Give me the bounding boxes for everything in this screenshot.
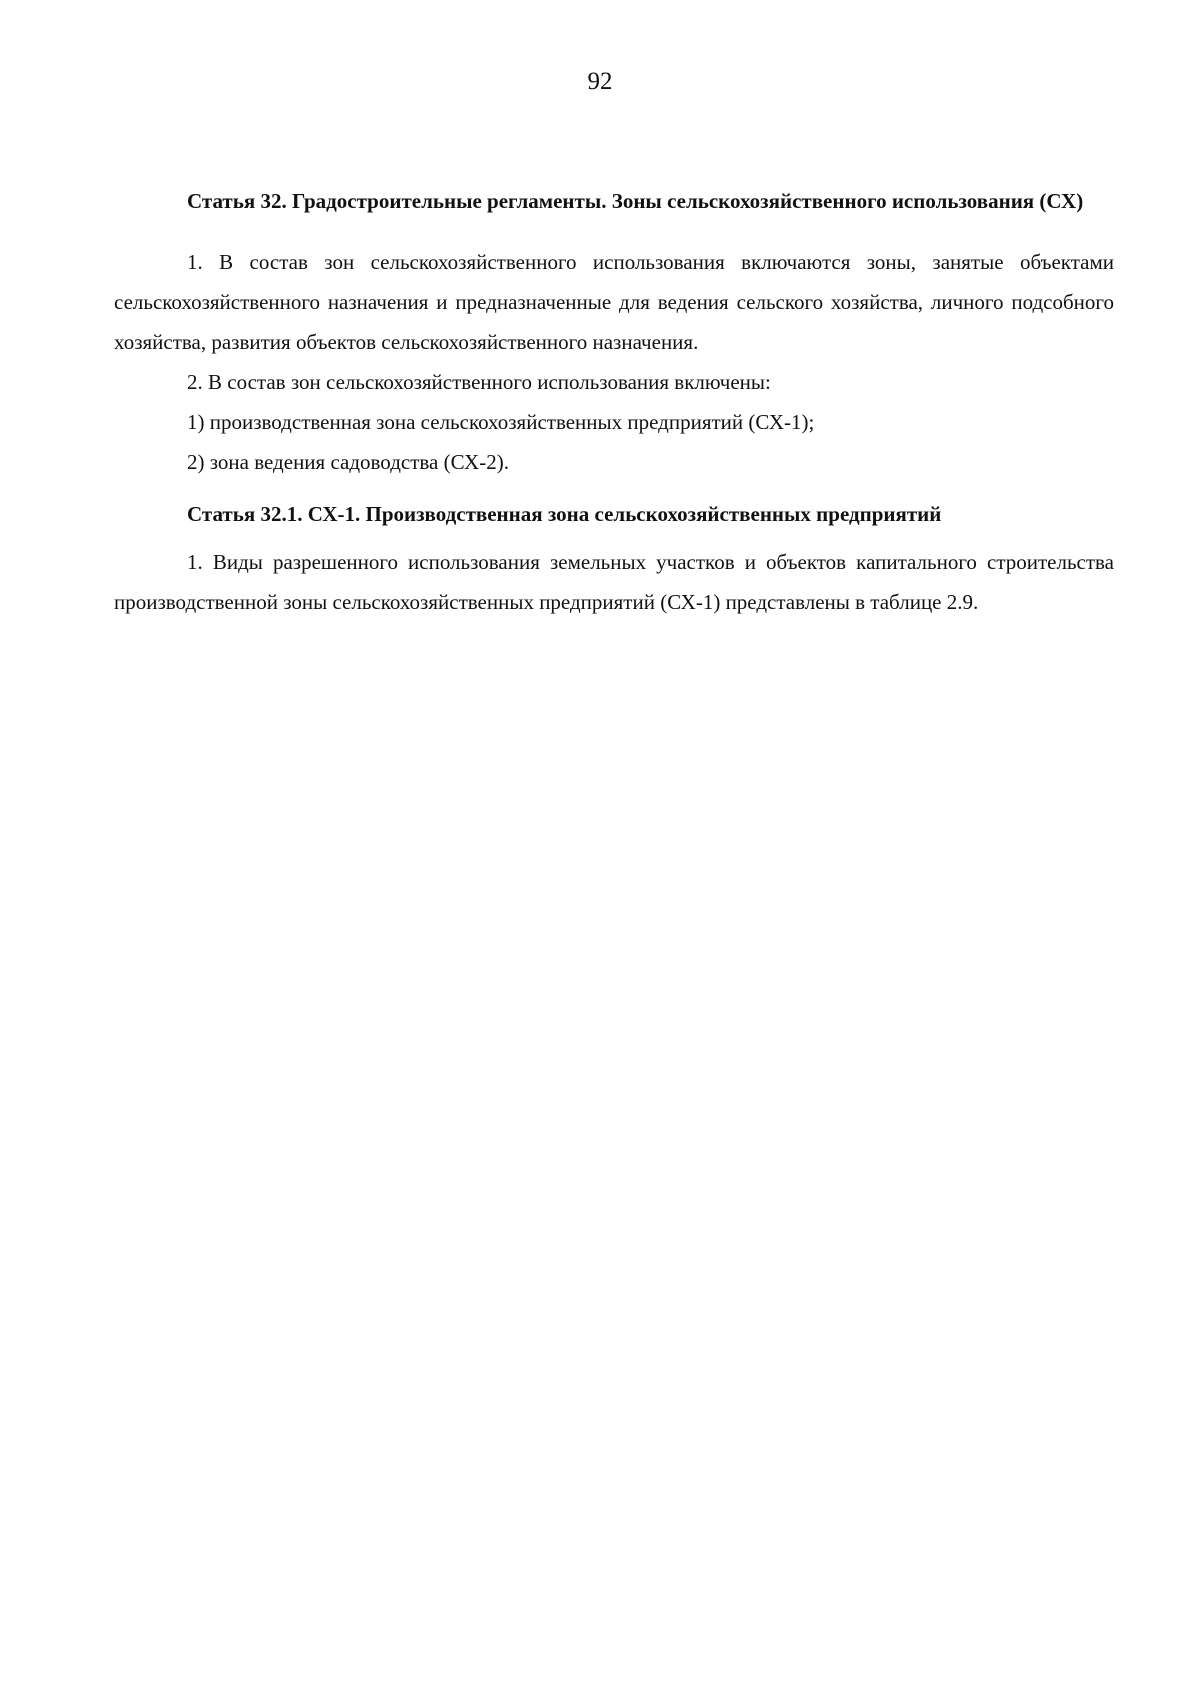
document-body — [114, 180, 1114, 622]
page-number: 92 — [587, 68, 613, 95]
article-32-1-heading: Статья 32.1. СХ-1. Производственная зона сельскохозяйственных предприятий — [187, 502, 942, 526]
article-32-1-paragraph-1: 1. Виды разрешенного использования земельных участков и объектов капитального строительства производственной зоны сельскохозяйственных предприятий (СХ-1) представлены в таблице 2.9. — [114, 550, 1114, 614]
article-32-list-item-2: 2) зона ведения садоводства (СХ-2). — [187, 450, 509, 474]
article-32-heading: Статья 32. Градостроительные регламенты. Зоны сельскохозяйственного использования (СХ) — [187, 189, 1084, 213]
article-32-paragraph-2: 2. В состав зон сельскохозяйственного использования включены: — [187, 370, 771, 394]
article-32-paragraph-1: 1. В состав зон сельскохозяйственного использования включаются зоны, занятые объектами сельскохозяйственного назначения и предназначенные для ведения сельского хозяйства, личного подсобного хозяйства, развития объектов сельскохозяйственного назначения. — [114, 250, 1114, 354]
article-32-list-item-1: 1) производственная зона сельскохозяйственных предприятий (СХ-1); — [187, 410, 815, 434]
